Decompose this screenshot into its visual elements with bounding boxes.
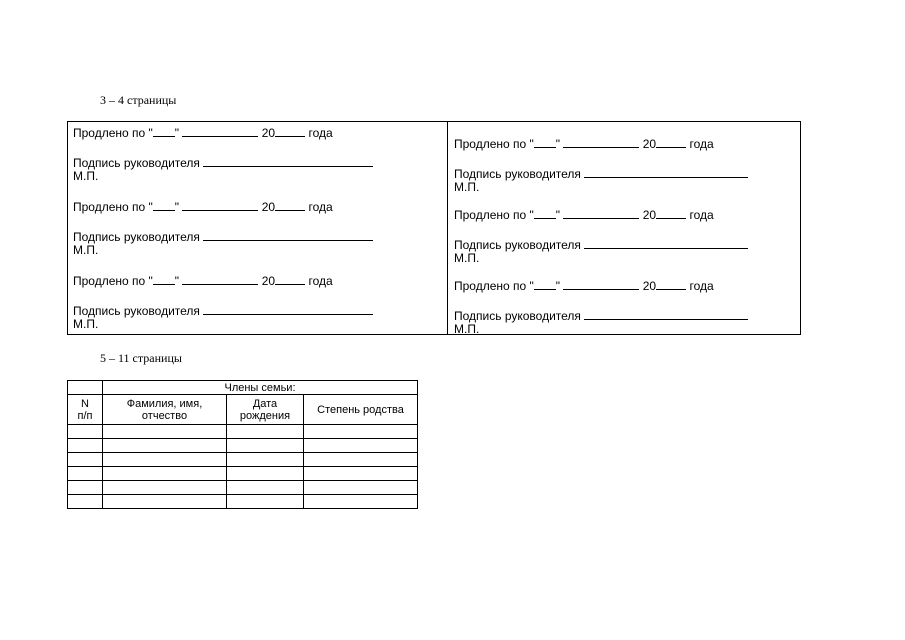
column-divider [447,122,448,334]
quote-text: " [555,137,561,151]
table-cell[interactable] [304,439,418,453]
signature-label: Подпись руководителя [454,238,581,252]
month-blank[interactable] [182,199,258,211]
year-blank[interactable] [656,136,686,148]
signature-blank[interactable] [584,237,748,249]
stamp-label: М.П. [454,251,480,265]
table-cell[interactable] [227,439,304,453]
extended-until-line [454,207,714,222]
table-cell[interactable] [304,495,418,509]
day-blank[interactable] [534,278,556,290]
table-cell[interactable] [103,467,227,481]
signature-line [454,308,748,323]
signature-label: Подпись руководителя [73,156,200,170]
day-blank[interactable] [153,273,175,285]
year-blank[interactable] [656,207,686,219]
signature-line [73,155,373,170]
header-blank-cell [68,381,103,395]
section-label-pages-3-4: 3 – 4 страницы [100,93,177,107]
table-cell[interactable] [304,467,418,481]
table-cell[interactable] [227,425,304,439]
quote-text: " [174,274,180,288]
extended-until-line [73,199,333,214]
table-cell[interactable] [304,425,418,439]
signature-blank[interactable] [203,303,373,315]
extended-by-text: Продлено по " [73,274,153,288]
quote-text: " [174,200,180,214]
month-blank[interactable] [563,136,639,148]
table-cell[interactable] [68,467,103,481]
signature-line [454,166,748,181]
day-blank[interactable] [534,136,556,148]
family-members-table [67,380,418,509]
header-relation: Степень родства [304,395,418,425]
signature-blank[interactable] [584,166,748,178]
table-cell[interactable] [68,481,103,495]
year-suffix: года [308,200,333,214]
table-row [68,467,418,481]
stamp-label: М.П. [73,243,99,257]
year-suffix: года [689,208,714,222]
table-cell[interactable] [227,467,304,481]
table-cell[interactable] [103,425,227,439]
family-group-header: Члены семьи: [103,381,418,395]
extended-by-text: Продлено по " [454,137,534,151]
year-prefix: 20 [261,274,276,288]
extended-by-text: Продлено по " [454,279,534,293]
table-cell[interactable] [227,453,304,467]
header-birth-date: Дата рождения [227,395,304,425]
day-blank[interactable] [534,207,556,219]
quote-text: " [174,126,180,140]
table-cell[interactable] [103,495,227,509]
section-label-pages-5-11: 5 – 11 страницы [100,351,182,365]
table-cell[interactable] [103,453,227,467]
signature-line [73,303,373,318]
extension-table [67,121,801,335]
table-cell[interactable] [227,495,304,509]
table-cell[interactable] [103,481,227,495]
year-prefix: 20 [261,200,276,214]
header-number: N п/п [68,395,103,425]
year-prefix: 20 [642,208,657,222]
month-blank[interactable] [563,207,639,219]
extended-until-line [73,125,333,140]
year-suffix: года [308,274,333,288]
signature-label: Подпись руководителя [454,167,581,181]
table-cell[interactable] [68,453,103,467]
day-blank[interactable] [153,199,175,211]
year-prefix: 20 [642,137,657,151]
table-row [68,425,418,439]
stamp-label: М.П. [73,317,99,331]
year-blank[interactable] [275,125,305,137]
stamp-label: М.П. [73,169,99,183]
table-row [68,453,418,467]
quote-text: " [555,279,561,293]
extended-until-line [454,136,714,151]
day-blank[interactable] [153,125,175,137]
table-cell[interactable] [227,481,304,495]
signature-label: Подпись руководителя [454,309,581,323]
year-blank[interactable] [275,199,305,211]
table-cell[interactable] [304,453,418,467]
year-prefix: 20 [642,279,657,293]
year-suffix: года [689,137,714,151]
signature-blank[interactable] [203,155,373,167]
signature-label: Подпись руководителя [73,304,200,318]
extended-by-text: Продлено по " [73,200,153,214]
extended-until-line [73,273,333,288]
header-name: Фамилия, имя, отчество [103,395,227,425]
signature-line [454,237,748,252]
year-prefix: 20 [261,126,276,140]
year-blank[interactable] [656,278,686,290]
table-cell[interactable] [304,481,418,495]
table-row [68,439,418,453]
month-blank[interactable] [182,273,258,285]
year-suffix: года [689,279,714,293]
signature-label: Подпись руководителя [73,230,200,244]
extended-by-text: Продлено по " [454,208,534,222]
extended-by-text: Продлено по " [73,126,153,140]
signature-blank[interactable] [203,229,373,241]
table-cell[interactable] [68,495,103,509]
table-cell[interactable] [103,439,227,453]
table-row [68,495,418,509]
signature-blank[interactable] [584,308,748,320]
year-suffix: года [308,126,333,140]
stamp-label: М.П. [454,180,480,194]
month-blank[interactable] [182,125,258,137]
extended-until-line [454,278,714,293]
year-blank[interactable] [275,273,305,285]
table-row [68,481,418,495]
table-cell[interactable] [68,425,103,439]
table-cell[interactable] [68,439,103,453]
signature-line [73,229,373,244]
quote-text: " [555,208,561,222]
month-blank[interactable] [563,278,639,290]
stamp-label: М.П. [454,322,480,336]
